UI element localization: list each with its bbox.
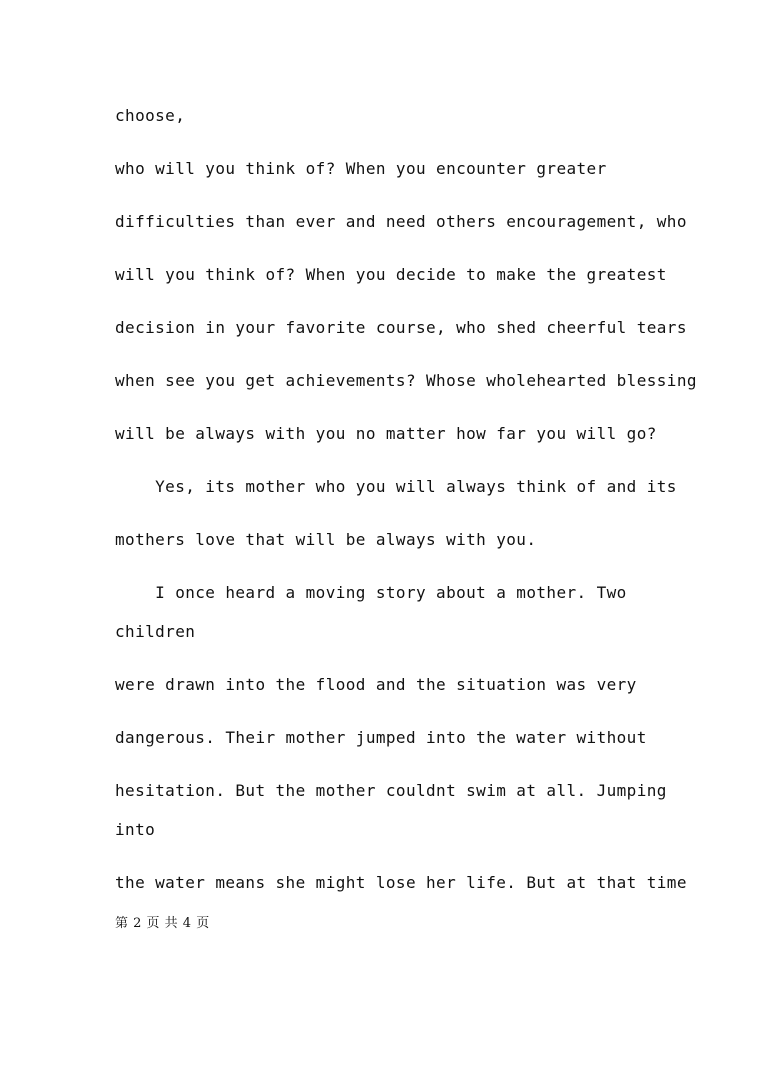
page-number-footer: 第 2 页 共 4 页: [115, 916, 210, 931]
text-line: hesitation. But the mother couldnt swim at all. Jumping: [115, 781, 667, 800]
text-line: Yes, its mother who you will always think of and its: [115, 477, 677, 496]
text-line: will you think of? When you decide to make the greatest: [115, 265, 667, 284]
text-line: who will you think of? When you encounter greater: [115, 159, 607, 178]
text-line: into: [115, 820, 156, 839]
text-line: the water means she might lose her life. But at that time: [115, 873, 687, 892]
text-line: were drawn into the flood and the situation was very: [115, 675, 637, 694]
text-line: will be always with you no matter how far you will go?: [115, 424, 657, 443]
text-line: when see you get achievements? Whose wholehearted blessing: [115, 371, 697, 390]
text-line: difficulties than ever and need others encouragement, who: [115, 212, 687, 231]
text-line: children: [115, 622, 196, 641]
text-line: I once heard a moving story about a mother. Two: [115, 583, 627, 602]
text-line: choose,: [115, 106, 186, 125]
text-line: decision in your favorite course, who shed cheerful tears: [115, 318, 687, 337]
text-line: mothers love that will be always with you.: [115, 530, 537, 549]
text-line: dangerous. Their mother jumped into the water without: [115, 728, 647, 747]
